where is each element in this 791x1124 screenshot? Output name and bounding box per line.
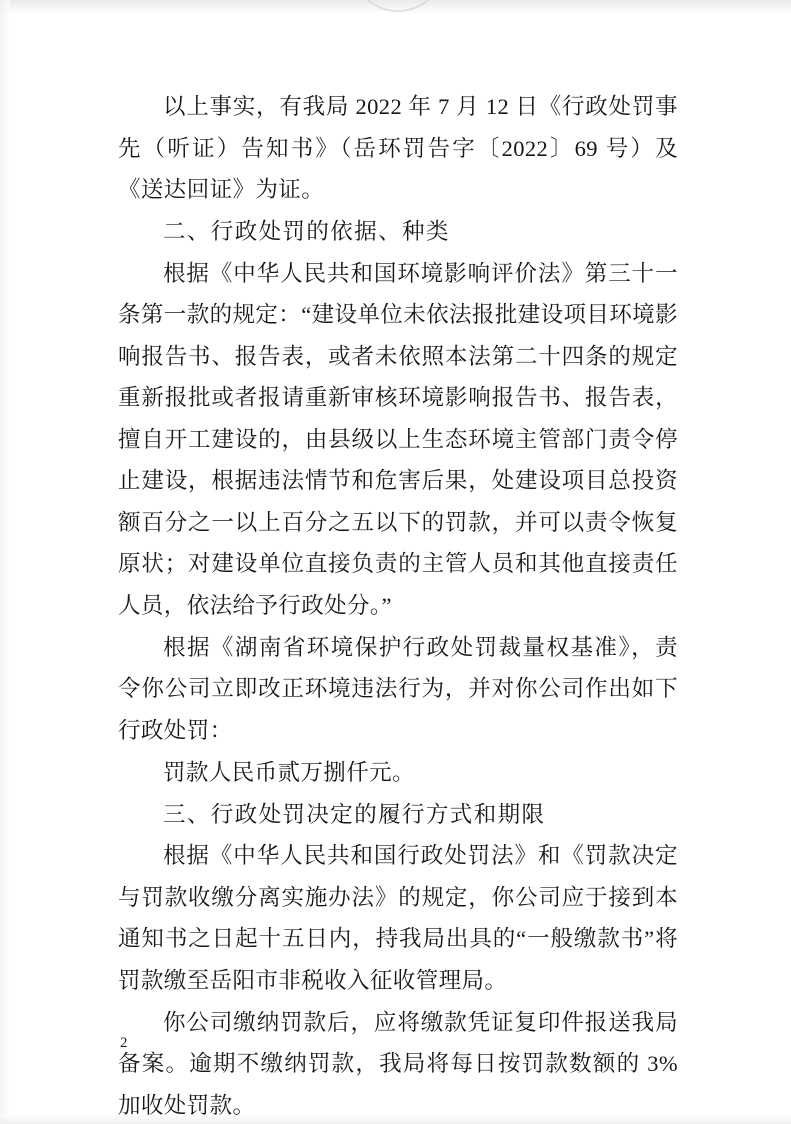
heading-section-three: 三、行政处罚决定的履行方式和期限 bbox=[163, 801, 546, 827]
heading-section-two: 二、行政处罚的依据、种类 bbox=[163, 219, 450, 244]
paragraph-facts-evidence: 以上事实，有我局 2022 年 7 月 12 日《行政处罚事先（听证）告知书》（岳环罚告字〔2022〕69 号）及《送达回证》为证。 bbox=[118, 94, 678, 202]
paragraph-eia-law-quote: 根据《中华人民共和国环境影响评价法》第三十一条第一款的规定：“建设单位未依法报批建设项目环境影响报告书、报告表，或者未依照本法第二十四条的规定重新报批或者报请重新审核环境影响报告书、报告表，擅自开工建设的，由县级以上生态环境主管部门责令停止建设，根据违法情节和危害后果，处建设项目总投资额百分之一以上百分之五以下的罚款，并可以责令恢复原状；对建设单位直接负责的主管人员和其他直接责任人员，依法给予行政处分。” bbox=[118, 260, 678, 618]
document-body bbox=[118, 86, 678, 1124]
scan-edge-shadow-left bbox=[0, 0, 10, 1124]
paragraph-receipt-filing: 你公司缴纳罚款后，应将缴款凭证复印件报送我局备案。逾期不缴纳罚款，我局将每日按罚款数额的 3%加收处罚款。 bbox=[118, 1009, 678, 1118]
page-number: 2 bbox=[120, 1035, 128, 1051]
paragraph-penalty-amount: 罚款人民币贰万捌仟元。 bbox=[163, 759, 415, 785]
paragraph-discretion-standard: 根据《湖南省环境保护行政处罚裁量权基准》，责令你公司立即改正环境违法行为，并对你公司作出如下行政处罚： bbox=[118, 634, 678, 743]
paragraph-payment-method: 根据《中华人民共和国行政处罚法》和《罚款决定与罚款收缴分离实施办法》的规定，你公司应于接到本通知书之日起十五日内，持我局出具的“一般缴款书”将罚款缴至岳阳市非税收入征收管理局。 bbox=[118, 843, 678, 993]
